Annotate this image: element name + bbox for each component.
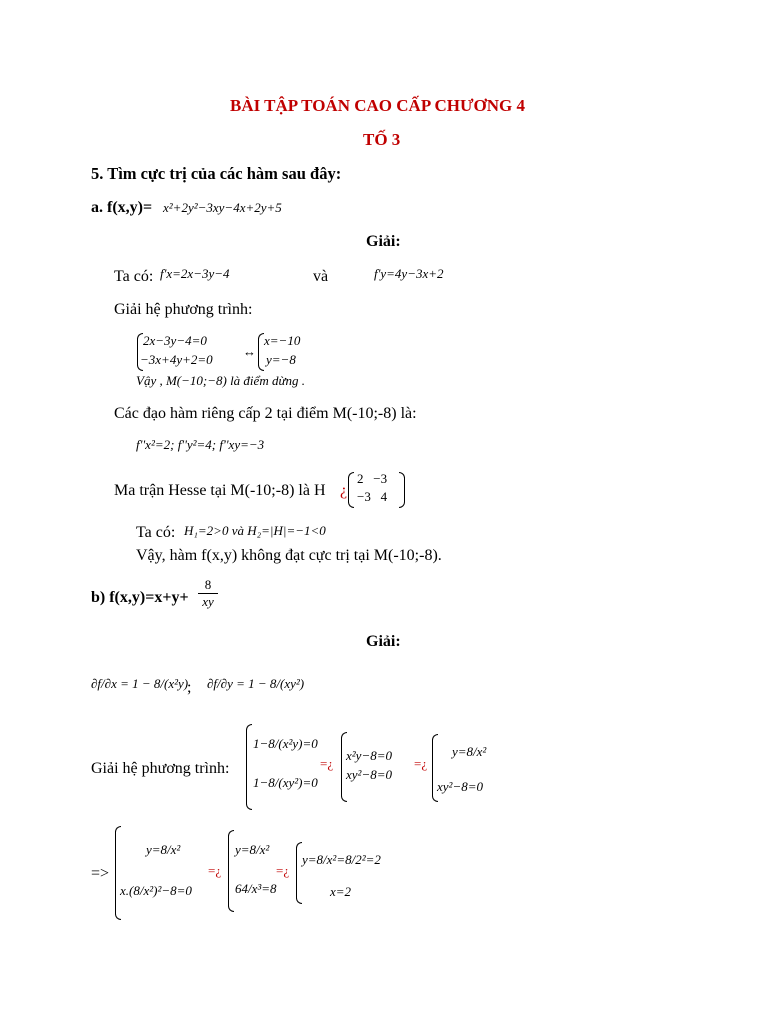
system-b-eq-2: 1−8/(xy²)=0 bbox=[253, 775, 318, 790]
part-b-solution-heading: Giải: bbox=[366, 633, 401, 650]
matrix-row-1: 2 −3 bbox=[357, 471, 388, 486]
system-eq-2: −3x+4y+2=0 bbox=[140, 352, 213, 367]
problem-heading: 5. Tìm cực trị của các hàm sau đây: bbox=[91, 164, 342, 183]
equiv-symbol-3: =¿ bbox=[208, 863, 222, 878]
separator: ; bbox=[187, 679, 192, 696]
hesse-symbol: ¿ bbox=[340, 482, 348, 499]
partial-fx: f'x=2x−3y−4 bbox=[160, 266, 230, 281]
and-label: và bbox=[313, 268, 329, 285]
group-name: TỐ 3 bbox=[363, 130, 401, 149]
part-a-solution-heading: Giải: bbox=[366, 233, 401, 250]
part-a-label: a. f(x,y)= bbox=[91, 199, 153, 216]
page-title: BÀI TẬP TOÁN CAO CẤP CHƯƠNG 4 bbox=[230, 96, 526, 115]
system-eq-1: 2x−3y−4=0 bbox=[143, 333, 207, 348]
hesse-minors: H₁=2>0 và H₂=|H|=−1<0 bbox=[184, 523, 326, 538]
system-b-brace-1 bbox=[246, 724, 252, 810]
system-b2-eq-2: xy²−8=0 bbox=[346, 767, 392, 782]
solve-system-label-b: Giải hệ phương trình: bbox=[91, 760, 230, 777]
solution-y: y=−8 bbox=[266, 352, 296, 367]
hesse-label: Ma trận Hesse tại M(-10;-8) là H bbox=[114, 482, 326, 499]
system-b-brace-5 bbox=[228, 830, 234, 912]
equivalence-arrow: ↔ bbox=[243, 344, 256, 359]
system-b2-eq-1: x²y−8=0 bbox=[346, 748, 392, 763]
implies-arrow: => bbox=[91, 865, 110, 882]
part-a-function: x²+2y²−3xy−4x+2y+5 bbox=[163, 200, 282, 215]
ta-co-label-2: Ta có: bbox=[136, 524, 176, 541]
equiv-symbol-1: =¿ bbox=[320, 756, 334, 771]
partial-y-expression: ∂f/∂y = 1 − 8/(xy²) bbox=[207, 676, 305, 691]
equiv-symbol-4: =¿ bbox=[276, 863, 290, 878]
part-a-result: Vậy, hàm f(x,y) không đạt cực trị tại M(-10;-8). bbox=[136, 547, 442, 564]
matrix-row-2: −3 4 bbox=[357, 489, 388, 504]
system-b5-eq-1: y=8/x² bbox=[235, 842, 270, 857]
ta-co-label: Ta có: bbox=[114, 268, 154, 285]
matrix-paren-left bbox=[348, 472, 354, 508]
system-b6-eq-1: y=8/x²=8/2²=2 bbox=[302, 852, 381, 867]
system-b6-eq-2: x=2 bbox=[330, 884, 352, 899]
system-b3-eq-2: xy²−8=0 bbox=[437, 779, 483, 794]
solution-x: x=−10 bbox=[264, 333, 301, 348]
partial-fy: f'y=4y−3x+2 bbox=[374, 266, 444, 281]
equiv-symbol-2: =¿ bbox=[414, 756, 428, 771]
matrix-paren-right bbox=[399, 472, 405, 508]
fraction-numerator: 8 bbox=[204, 577, 212, 592]
fraction-denominator: xy bbox=[202, 594, 214, 610]
partial-x-expression: ∂f/∂x = 1 − 8/(x²y) bbox=[91, 676, 189, 691]
part-b-label: b) f(x,y)=x+y+ bbox=[91, 589, 189, 606]
system-b4-eq-2: x.(8/x²)²−8=0 bbox=[120, 883, 192, 898]
system-b-brace-4 bbox=[115, 826, 121, 920]
part-b-fraction bbox=[198, 578, 218, 610]
stationary-point-conclusion: Vậy , M(−10;−8) là điểm dừng . bbox=[136, 373, 306, 388]
system-b3-eq-1: y=8/x² bbox=[452, 744, 487, 759]
system-b5-eq-2: 64/x³=8 bbox=[235, 881, 277, 896]
system-b4-eq-1: y=8/x² bbox=[146, 842, 181, 857]
second-order-heading: Các đạo hàm riêng cấp 2 tại điểm M(-10;-8) là: bbox=[114, 405, 417, 422]
system-b-eq-1: 1−8/(x²y)=0 bbox=[253, 736, 318, 751]
solve-system-label: Giải hệ phương trình: bbox=[114, 301, 253, 318]
second-order-values: f''x²=2; f''y²=4; f''xy=−3 bbox=[136, 437, 265, 452]
